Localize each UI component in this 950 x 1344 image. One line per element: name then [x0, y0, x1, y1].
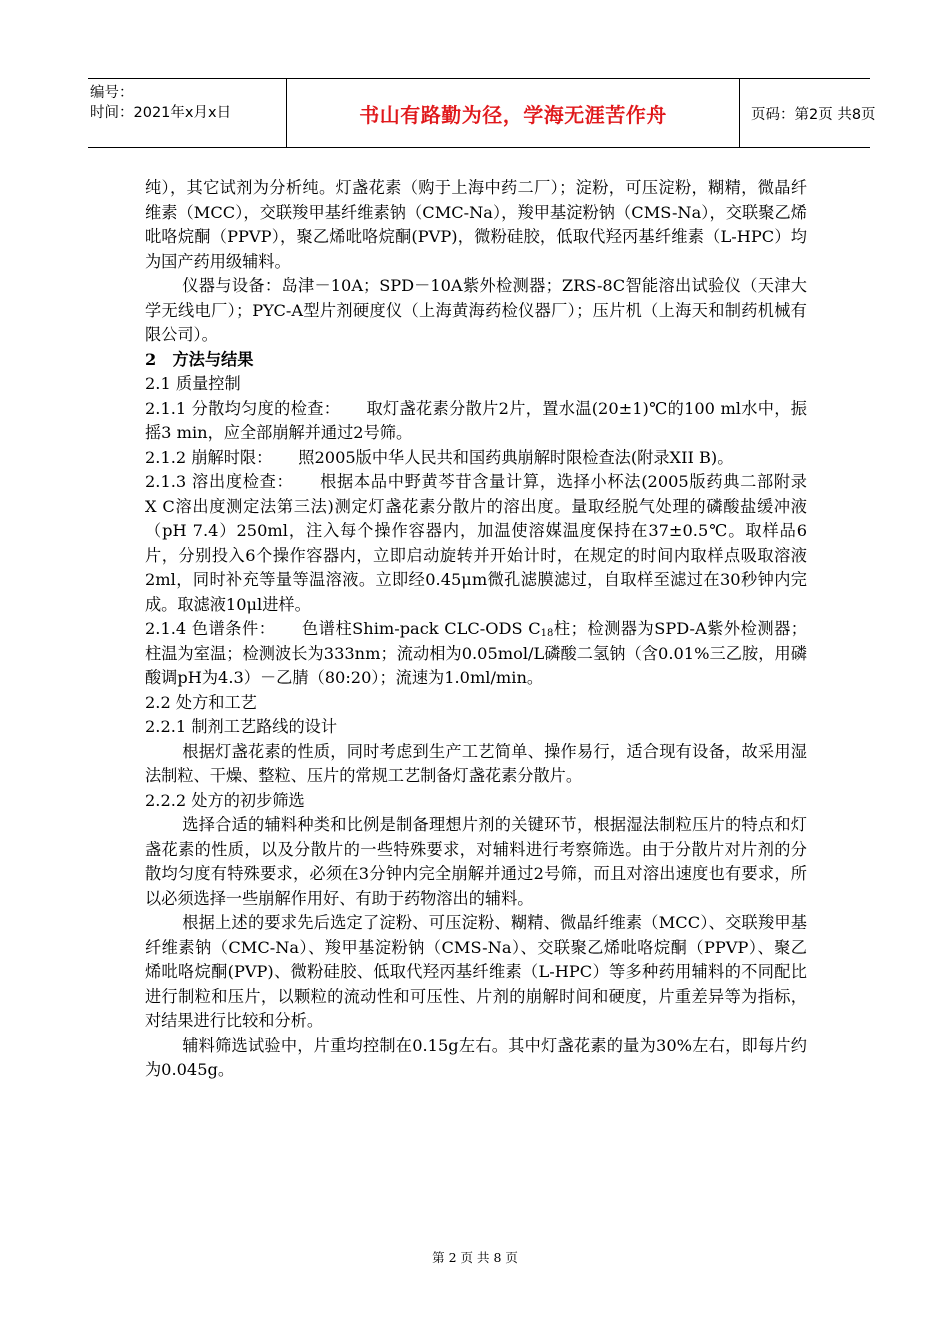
heading-2-2-2: 2.2.2 处方的初步筛选: [145, 790, 305, 810]
section-2-1-1: [145, 397, 807, 446]
header-motto: 书山有路勤为径，学海无涯苦作舟: [286, 79, 740, 147]
heading-2-2-1: 2.2.1 制剂工艺路线的设计: [145, 717, 338, 736]
section-2-1-4-text-b: 柱；检测器为SPD-A紫外检测器；柱温为室温；检测波长为333nm；流动相为0.05mol/L磷酸二氢钠（含0.01%三乙胺，用磷酸调pH为4.3）－乙腈（80:20）；流速为1.0ml/min。: [145, 619, 807, 687]
header-number-label: 编号：: [90, 85, 134, 101]
heading-formulation-process: 2.2 处方和工艺: [145, 692, 257, 712]
header-time-label: 时间：2021年x月x日: [90, 105, 232, 121]
page-header: [88, 78, 876, 148]
paragraph-reagents: 纯），其它试剂为分析纯。灯盏花素（购于上海中药二厂）；淀粉，可压淀粉，糊精，微晶纤维素（MCC），交联羧甲基纤维素钠（CMC-Na），羧甲基淀粉钠（CMS-Na），交联聚乙烯吡咯烷酮（PPVP），聚乙烯吡咯烷酮(PVP)，微粉硅胶，低取代羟丙基纤维素（L-HPC）均为国产药用级辅料。: [145, 178, 807, 271]
section-2-1-1-text: 取灯盏花素分散片2片，置水温(20±1)℃的100 ml水中，振摇3 min，应全部崩解并通过2号筛。: [145, 398, 807, 442]
heading-methods-results: 2 方法与结果: [145, 349, 254, 369]
section-2-1-2: [145, 446, 807, 471]
heading-quality-control: 2.1 质量控制: [145, 374, 241, 393]
document-body: [145, 176, 824, 1083]
section-2-1-3: [145, 470, 824, 617]
section-2-1-4-label: 2.1.4 色谱条件：: [145, 619, 276, 638]
paragraph-2-2-2-b: 根据上述的要求先后选定了淀粉、可压淀粉、糊精、微晶纤维素（MCC）、交联羧甲基纤维素钠（CMC-Na）、羧甲基淀粉钠（CMS-Na）、交联聚乙烯吡咯烷酮（PPVP）、聚乙烯吡咯烷酮(PVP)、微粉硅胶、低取代羟丙基纤维素（L-HPC）等多种药用辅料的不同配比进行制粒和压片，以颗粒的流动性和可压性、片剂的崩解时间和硬度，片重差异等为指标，对结果进行比较和分析。: [145, 913, 807, 1030]
column-subscript: 18: [540, 628, 554, 639]
section-2-1-4: [145, 617, 807, 691]
section-2-1-4-text-a: 色谱柱Shim-pack CLC-ODS C: [301, 619, 541, 638]
header-meta: [88, 79, 286, 147]
paragraph-2-2-2-a: 选择合适的辅料种类和比例是制备理想片剂的关键环节，根据湿法制粒压片的特点和灯盏花素的性质，以及分散片的一些特殊要求，对辅料进行考察筛选。由于分散片对片剂的分散均匀度有特殊要求，必须在3分钟内完全崩解并通过2号筛，而且对溶出速度也有要求，所以必须选择一些崩解作用好、有助于药物溶出的辅料。: [145, 815, 807, 908]
header-page-label: 页码：第2页 共8页: [751, 106, 876, 123]
section-2-1-3-text: 根据本品中野黄芩苷含量计算，选择小杯法(2005版药典二部附录 X C溶出度测定法第三法)测定灯盏花素分散片的溶出度。量取经脱气处理的磷酸盐缓冲液（pH 7.4）250ml，注入每个操作容器内，加温使溶媒温度保持在37±0.5℃。取样品6片，分别投入6个操作容器内，立即启动旋转并开始计时，在规定的时间内取样点吸取溶液2ml，同时补充等量等温溶液。立即经0.45μm微孔滤膜滤过，自取样至滤过在30秒钟内完成。取滤液10μl进样。: [145, 472, 824, 614]
section-2-1-3-label: 2.1.3 溶出度检查：: [145, 472, 294, 491]
section-2-1-2-label: 2.1.2 崩解时限：: [145, 447, 273, 467]
paragraph-2-2-2-c: 辅料筛选试验中，片重均控制在0.15g左右。其中灯盏花素的量为30%左右，即每片约为0.045g。: [145, 1035, 807, 1079]
page-footer: 第 2 页 共 8 页: [432, 1250, 518, 1265]
section-2-1-1-label: 2.1.1 分散均匀度的检查：: [145, 398, 341, 418]
paragraph-instruments: 仪器与设备：岛津－10A；SPD－10A紫外检测器；ZRS-8C智能溶出试验仪（天津大学无线电厂）；PYC-A型片剂硬度仪（上海黄海药检仪器厂）；压片机（上海天和制药机械有限公司）。: [145, 276, 807, 344]
paragraph-2-2-1: 根据灯盏花素的性质，同时考虑到生产工艺简单、操作易行，适合现有设备，故采用湿法制粒、干燥、整粒、压片的常规工艺制备灯盏花素分散片。: [145, 741, 807, 785]
section-2-1-2-text: 照2005版中华人民共和国药典崩解时限检查法(附录XII B)。: [298, 447, 734, 467]
